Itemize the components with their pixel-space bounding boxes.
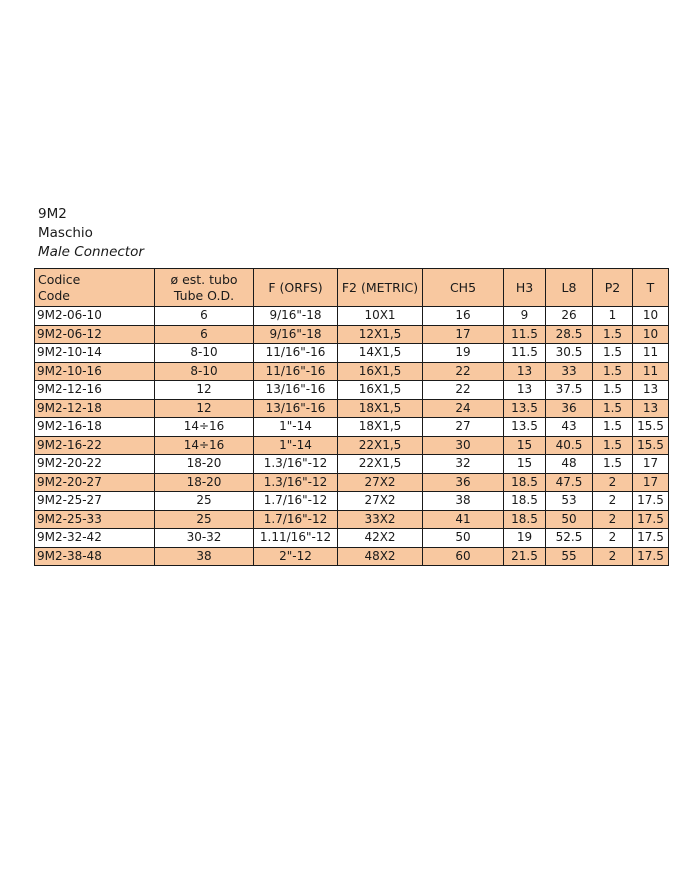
cell-f-orfs: 13/16"-16 bbox=[254, 399, 338, 418]
cell-p2: 2 bbox=[593, 547, 633, 566]
cell-ch5: 22 bbox=[423, 362, 504, 381]
cell-h3: 19 bbox=[504, 529, 546, 548]
cell-code: 9M2-16-18 bbox=[35, 418, 155, 437]
header-code bbox=[35, 269, 155, 307]
cell-f-orfs: 2"-12 bbox=[254, 547, 338, 566]
cell-tube-od: 12 bbox=[155, 381, 254, 400]
cell-tube-od: 18-20 bbox=[155, 455, 254, 474]
cell-l8: 37.5 bbox=[546, 381, 593, 400]
cell-f-orfs: 9/16"-18 bbox=[254, 325, 338, 344]
cell-f-orfs: 1.7/16"-12 bbox=[254, 492, 338, 511]
cell-t: 17.5 bbox=[633, 510, 669, 529]
table-row bbox=[35, 510, 669, 529]
product-heading bbox=[38, 205, 144, 262]
cell-f2-metric: 12X1,5 bbox=[338, 325, 423, 344]
table-row bbox=[35, 547, 669, 566]
header-code-en: Code bbox=[38, 287, 71, 303]
cell-f2-metric: 42X2 bbox=[338, 529, 423, 548]
table-row bbox=[35, 399, 669, 418]
cell-h3: 18.5 bbox=[504, 492, 546, 511]
header-f2-metric: F2 (METRIC) bbox=[338, 269, 423, 307]
cell-f-orfs: 1.3/16"-12 bbox=[254, 455, 338, 474]
table-header-row bbox=[35, 269, 669, 307]
cell-l8: 55 bbox=[546, 547, 593, 566]
cell-code: 9M2-12-16 bbox=[35, 381, 155, 400]
header-ch5: CH5 bbox=[423, 269, 504, 307]
header-l8: L8 bbox=[546, 269, 593, 307]
cell-code: 9M2-06-12 bbox=[35, 325, 155, 344]
spec-table bbox=[34, 268, 669, 566]
cell-p2: 2 bbox=[593, 492, 633, 511]
cell-f2-metric: 16X1,5 bbox=[338, 362, 423, 381]
cell-f2-metric: 22X1,5 bbox=[338, 455, 423, 474]
cell-l8: 52.5 bbox=[546, 529, 593, 548]
cell-code: 9M2-32-42 bbox=[35, 529, 155, 548]
cell-f2-metric: 16X1,5 bbox=[338, 381, 423, 400]
cell-code: 9M2-10-14 bbox=[35, 344, 155, 363]
cell-l8: 40.5 bbox=[546, 436, 593, 455]
cell-p2: 1.5 bbox=[593, 436, 633, 455]
table-row bbox=[35, 492, 669, 511]
cell-t: 15.5 bbox=[633, 436, 669, 455]
cell-ch5: 27 bbox=[423, 418, 504, 437]
cell-ch5: 32 bbox=[423, 455, 504, 474]
cell-t: 17.5 bbox=[633, 492, 669, 511]
cell-t: 13 bbox=[633, 399, 669, 418]
cell-ch5: 16 bbox=[423, 307, 504, 326]
cell-f2-metric: 14X1,5 bbox=[338, 344, 423, 363]
cell-f-orfs: 1"-14 bbox=[254, 436, 338, 455]
cell-code: 9M2-25-33 bbox=[35, 510, 155, 529]
cell-h3: 11.5 bbox=[504, 325, 546, 344]
cell-code: 9M2-10-16 bbox=[35, 362, 155, 381]
cell-h3: 13.5 bbox=[504, 399, 546, 418]
cell-f2-metric: 27X2 bbox=[338, 492, 423, 511]
cell-h3: 18.5 bbox=[504, 510, 546, 529]
table-row bbox=[35, 455, 669, 474]
cell-t: 15.5 bbox=[633, 418, 669, 437]
header-h3: H3 bbox=[504, 269, 546, 307]
cell-ch5: 36 bbox=[423, 473, 504, 492]
cell-tube-od: 14÷16 bbox=[155, 436, 254, 455]
cell-code: 9M2-25-27 bbox=[35, 492, 155, 511]
cell-l8: 33 bbox=[546, 362, 593, 381]
cell-code: 9M2-16-22 bbox=[35, 436, 155, 455]
header-tube-it: ø est. tubo bbox=[170, 271, 238, 287]
cell-t: 11 bbox=[633, 362, 669, 381]
cell-ch5: 41 bbox=[423, 510, 504, 529]
table-row bbox=[35, 381, 669, 400]
cell-ch5: 60 bbox=[423, 547, 504, 566]
cell-h3: 13 bbox=[504, 381, 546, 400]
table-row bbox=[35, 325, 669, 344]
cell-f-orfs: 1.3/16"-12 bbox=[254, 473, 338, 492]
cell-p2: 1.5 bbox=[593, 455, 633, 474]
header-tube-en: Tube O.D. bbox=[173, 287, 235, 303]
cell-f2-metric: 18X1,5 bbox=[338, 418, 423, 437]
cell-f-orfs: 11/16"-16 bbox=[254, 344, 338, 363]
cell-f-orfs: 9/16"-18 bbox=[254, 307, 338, 326]
cell-f-orfs: 11/16"-16 bbox=[254, 362, 338, 381]
cell-f-orfs: 1"-14 bbox=[254, 418, 338, 437]
cell-tube-od: 14÷16 bbox=[155, 418, 254, 437]
cell-f-orfs: 1.11/16"-12 bbox=[254, 529, 338, 548]
table-row bbox=[35, 307, 669, 326]
table-row bbox=[35, 344, 669, 363]
cell-p2: 2 bbox=[593, 510, 633, 529]
cell-l8: 48 bbox=[546, 455, 593, 474]
table-row bbox=[35, 529, 669, 548]
cell-tube-od: 6 bbox=[155, 307, 254, 326]
cell-p2: 2 bbox=[593, 473, 633, 492]
header-f-orfs: F (ORFS) bbox=[254, 269, 338, 307]
cell-tube-od: 6 bbox=[155, 325, 254, 344]
cell-f2-metric: 22X1,5 bbox=[338, 436, 423, 455]
cell-ch5: 30 bbox=[423, 436, 504, 455]
product-code: 9M2 bbox=[38, 206, 67, 222]
cell-t: 13 bbox=[633, 381, 669, 400]
product-name-it: Maschio bbox=[38, 225, 93, 241]
cell-l8: 47.5 bbox=[546, 473, 593, 492]
cell-l8: 50 bbox=[546, 510, 593, 529]
cell-h3: 13.5 bbox=[504, 418, 546, 437]
table-body bbox=[35, 307, 669, 566]
product-name-en: Male Connector bbox=[38, 244, 144, 260]
cell-tube-od: 8-10 bbox=[155, 362, 254, 381]
cell-ch5: 24 bbox=[423, 399, 504, 418]
cell-ch5: 19 bbox=[423, 344, 504, 363]
header-t: T bbox=[633, 269, 669, 307]
cell-tube-od: 8-10 bbox=[155, 344, 254, 363]
cell-code: 9M2-38-48 bbox=[35, 547, 155, 566]
cell-t: 10 bbox=[633, 325, 669, 344]
cell-h3: 15 bbox=[504, 436, 546, 455]
cell-h3: 18.5 bbox=[504, 473, 546, 492]
cell-h3: 13 bbox=[504, 362, 546, 381]
cell-tube-od: 25 bbox=[155, 510, 254, 529]
cell-f2-metric: 10X1 bbox=[338, 307, 423, 326]
cell-t: 17 bbox=[633, 473, 669, 492]
table-row bbox=[35, 362, 669, 381]
cell-t: 17.5 bbox=[633, 547, 669, 566]
cell-l8: 26 bbox=[546, 307, 593, 326]
cell-f2-metric: 27X2 bbox=[338, 473, 423, 492]
cell-p2: 1.5 bbox=[593, 344, 633, 363]
cell-tube-od: 25 bbox=[155, 492, 254, 511]
cell-l8: 28.5 bbox=[546, 325, 593, 344]
cell-ch5: 22 bbox=[423, 381, 504, 400]
cell-p2: 2 bbox=[593, 529, 633, 548]
cell-t: 10 bbox=[633, 307, 669, 326]
cell-l8: 53 bbox=[546, 492, 593, 511]
cell-p2: 1.5 bbox=[593, 325, 633, 344]
cell-l8: 43 bbox=[546, 418, 593, 437]
cell-p2: 1 bbox=[593, 307, 633, 326]
cell-h3: 21.5 bbox=[504, 547, 546, 566]
cell-code: 9M2-06-10 bbox=[35, 307, 155, 326]
cell-p2: 1.5 bbox=[593, 381, 633, 400]
cell-tube-od: 18-20 bbox=[155, 473, 254, 492]
cell-f2-metric: 33X2 bbox=[338, 510, 423, 529]
cell-code: 9M2-12-18 bbox=[35, 399, 155, 418]
cell-h3: 11.5 bbox=[504, 344, 546, 363]
cell-t: 17.5 bbox=[633, 529, 669, 548]
table-row bbox=[35, 473, 669, 492]
cell-p2: 1.5 bbox=[593, 418, 633, 437]
cell-p2: 1.5 bbox=[593, 362, 633, 381]
cell-code: 9M2-20-22 bbox=[35, 455, 155, 474]
cell-f-orfs: 13/16"-16 bbox=[254, 381, 338, 400]
cell-t: 11 bbox=[633, 344, 669, 363]
cell-code: 9M2-20-27 bbox=[35, 473, 155, 492]
cell-ch5: 17 bbox=[423, 325, 504, 344]
header-tube bbox=[155, 269, 254, 307]
cell-f-orfs: 1.7/16"-12 bbox=[254, 510, 338, 529]
table-row bbox=[35, 418, 669, 437]
cell-tube-od: 12 bbox=[155, 399, 254, 418]
header-code-it: Codice bbox=[38, 271, 81, 287]
cell-h3: 15 bbox=[504, 455, 546, 474]
cell-p2: 1.5 bbox=[593, 399, 633, 418]
cell-f2-metric: 18X1,5 bbox=[338, 399, 423, 418]
cell-l8: 36 bbox=[546, 399, 593, 418]
header-p2: P2 bbox=[593, 269, 633, 307]
table-row bbox=[35, 436, 669, 455]
cell-tube-od: 38 bbox=[155, 547, 254, 566]
cell-l8: 30.5 bbox=[546, 344, 593, 363]
cell-f2-metric: 48X2 bbox=[338, 547, 423, 566]
cell-ch5: 50 bbox=[423, 529, 504, 548]
cell-ch5: 38 bbox=[423, 492, 504, 511]
cell-t: 17 bbox=[633, 455, 669, 474]
cell-tube-od: 30-32 bbox=[155, 529, 254, 548]
cell-h3: 9 bbox=[504, 307, 546, 326]
